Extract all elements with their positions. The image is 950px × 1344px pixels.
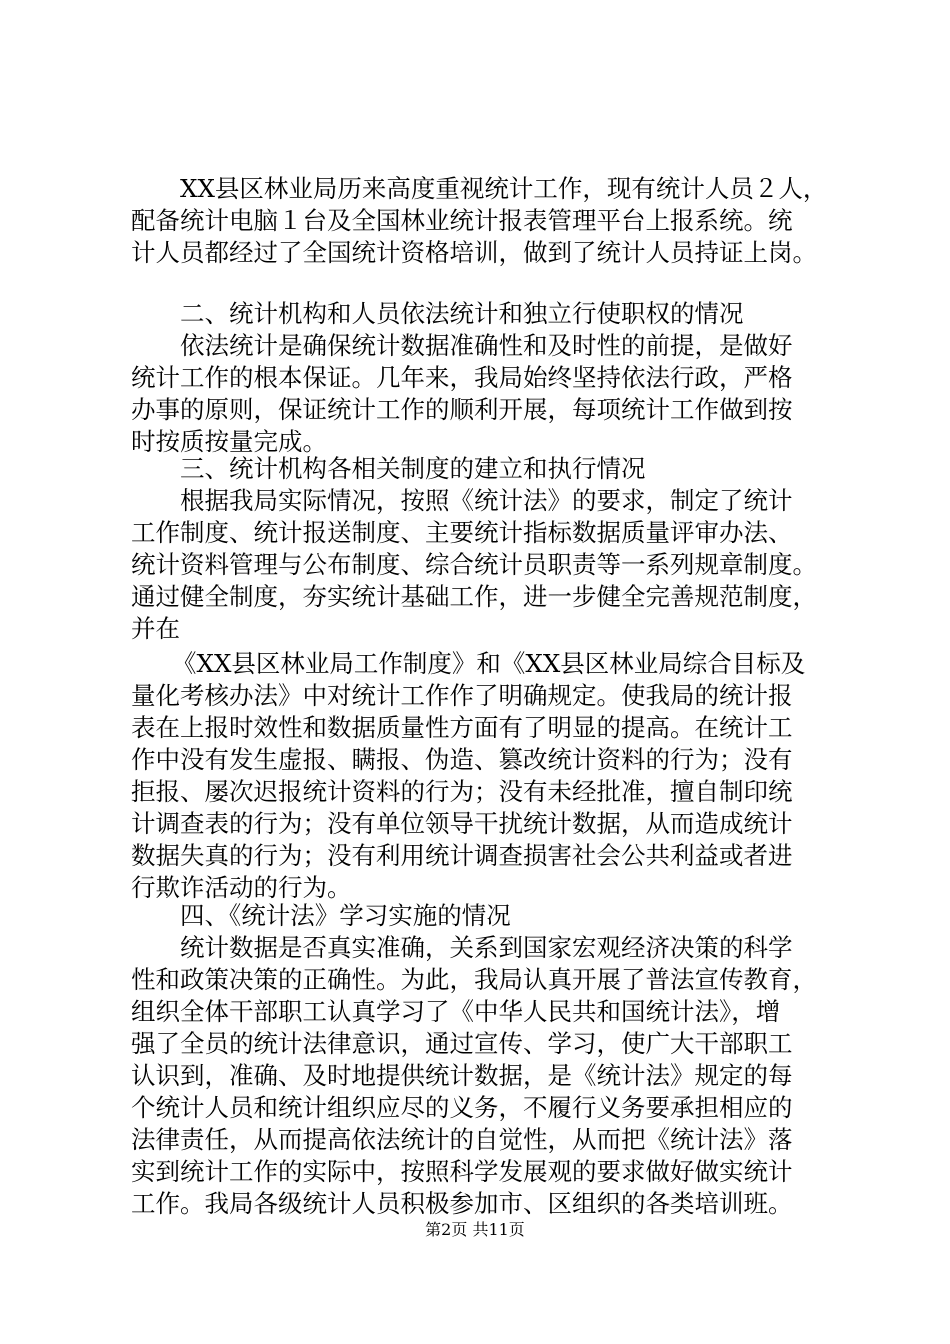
paragraph-2-line-4: 时按质按量完成。 <box>131 427 327 456</box>
paragraph-5-line-8: 实到统计工作的实际中，按照科学发展观的要求做好做实统计 <box>131 1157 793 1186</box>
paragraph-3-line-4: 通过健全制度，夯实统计基础工作，进一步健全完善规范制度， <box>131 582 817 611</box>
paragraph-4-line-5: 拒报、屡次迟报统计资料的行为；没有未经批准，擅自制印统 <box>131 777 793 806</box>
section-2-heading: 二、统计机构和人员依法统计和独立行使职权的情况 <box>180 299 744 328</box>
paragraph-2-line-3: 办事的原则，保证统计工作的顺利开展，每项统计工作做到按 <box>131 395 793 424</box>
paragraph-5-line-5: 认识到，准确、及时地提供统计数据，是《统计法》规定的每 <box>131 1061 793 1090</box>
paragraph-4-line-6: 计调查表的行为；没有单位领导干扰统计数据，从而造成统计 <box>131 809 793 838</box>
paragraph-5-line-9: 工作。我局各级统计人员积极参加市、区组织的各类培训班。 <box>131 1189 793 1218</box>
section-3-heading: 三、统计机构各相关制度的建立和执行情况 <box>180 454 646 483</box>
paragraph-5-line-1: 统计数据是否真实准确，关系到国家宏观经济决策的科学 <box>180 933 793 962</box>
paragraph-4-line-8: 行欺诈活动的行为。 <box>131 873 352 902</box>
paragraph-4-line-1: 《XX县区林业局工作制度》和《XX县区林业局综合目标及 <box>172 649 806 678</box>
paragraph-4-line-7: 数据失真的行为；没有利用统计调查损害社会公共利益或者进 <box>131 841 793 870</box>
paragraph-1-line-2: 配备统计电脑１台及全国林业统计报表管理平台上报系统。统 <box>131 206 793 235</box>
paragraph-3-line-1: 根据我局实际情况，按照《统计法》的要求，制定了统计 <box>180 486 793 515</box>
paragraph-5-line-3: 组织全体干部职工认真学习了《中华人民共和国统计法》，增 <box>131 997 781 1026</box>
paragraph-4-line-4: 作中没有发生虚报、瞒报、伪造、篡改统计资料的行为；没有 <box>131 745 793 774</box>
paragraph-3-line-3: 统计资料管理与公布制度、综合统计员职责等一系列规章制度。 <box>131 550 817 579</box>
paragraph-2-line-1: 依法统计是确保统计数据准确性和及时性的前提，是做好 <box>180 331 793 360</box>
paragraph-5-line-6: 个统计人员和统计组织应尽的义务，不履行义务要承担相应的 <box>131 1093 793 1122</box>
paragraph-1-line-1: XX县区林业局历来高度重视统计工作，现有统计人员２人， <box>180 174 828 203</box>
paragraph-5-line-2: 性和政策决策的正确性。为此，我局认真开展了普法宣传教育， <box>131 965 817 994</box>
paragraph-4-line-3: 表在上报时效性和数据质量性方面有了明显的提高。在统计工 <box>131 713 793 742</box>
paragraph-5-line-7: 法律责任，从而提高依法统计的自觉性，从而把《统计法》落 <box>131 1125 793 1154</box>
section-4-heading: 四、《统计法》学习实施的情况 <box>180 901 511 930</box>
page-footer: 第2页 共11页 <box>425 1220 525 1239</box>
paragraph-4-line-2: 量化考核办法》中对统计工作作了明确规定。使我局的统计报 <box>131 681 793 710</box>
paragraph-3-line-2: 工作制度、统计报送制度、主要统计指标数据质量评审办法、 <box>131 518 793 547</box>
paragraph-1-line-3: 计人员都经过了全国统计资格培训，做到了统计人员持证上岗。 <box>131 238 817 267</box>
paragraph-2-line-2: 统计工作的根本保证。几年来，我局始终坚持依法行政，严格 <box>131 363 793 392</box>
paragraph-3-line-5: 并在 <box>131 614 180 643</box>
paragraph-5-line-4: 强了全员的统计法律意识，通过宣传、学习，使广大干部职工 <box>131 1029 793 1058</box>
